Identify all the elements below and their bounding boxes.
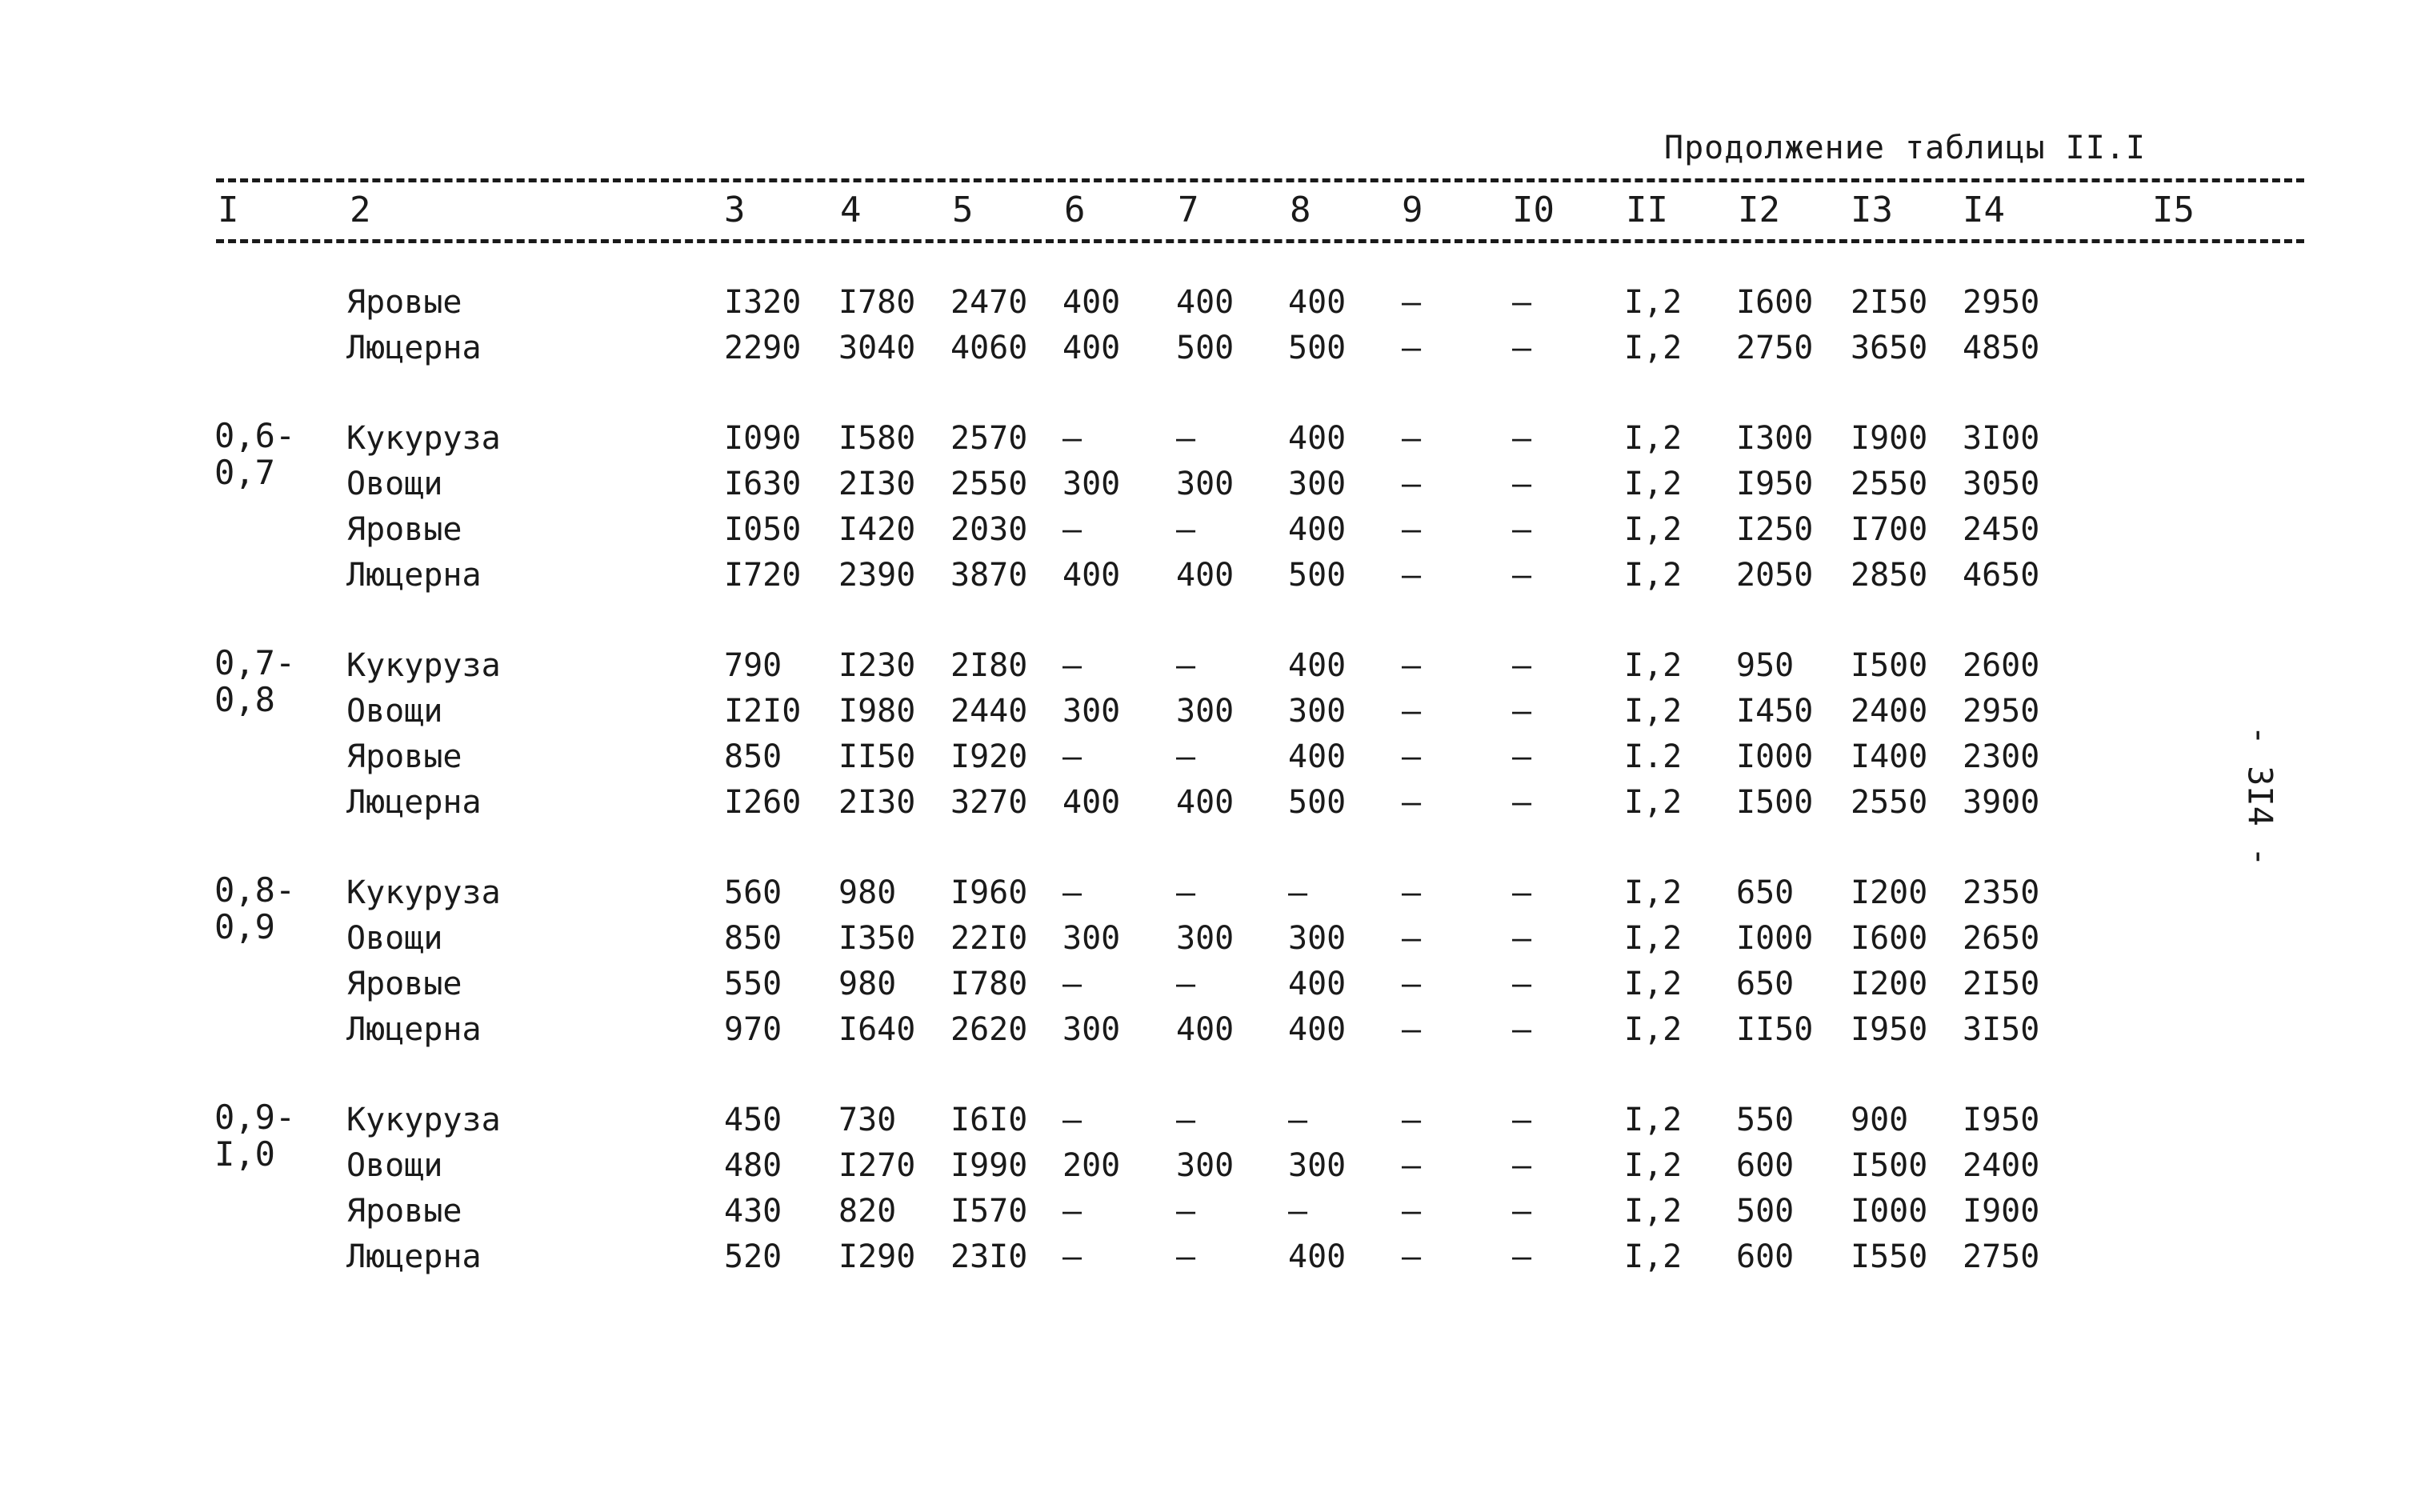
cell-col-6: –: [1062, 738, 1082, 775]
cell-col-3: I2I0: [724, 693, 802, 730]
cell-col-6: –: [1062, 966, 1082, 1002]
cell-col-10: –: [1512, 647, 1532, 684]
cell-col-3: 450: [724, 1102, 782, 1138]
cell-col-7: 300: [1176, 920, 1235, 957]
group-range-label: 0,8- 0,9: [214, 870, 296, 946]
cell-col-11: I,2: [1624, 511, 1683, 548]
cell-col-13: 3650: [1851, 330, 1928, 366]
crop-name: Люцерна: [346, 1238, 482, 1275]
cell-col-9: –: [1402, 1102, 1422, 1138]
cell-col-14: I900: [1963, 1193, 2040, 1230]
cell-col-6: 300: [1062, 693, 1121, 730]
cell-col-11: I,2: [1624, 920, 1683, 957]
cell-col-3: I050: [724, 511, 802, 548]
cell-col-11: I.2: [1624, 738, 1683, 775]
cell-col-10: –: [1512, 1193, 1532, 1230]
cell-col-14: 3900: [1963, 784, 2040, 821]
cell-col-8: 500: [1288, 784, 1347, 821]
cell-col-11: I,2: [1624, 1147, 1683, 1184]
cell-col-9: –: [1402, 1193, 1422, 1230]
cell-col-12: 600: [1736, 1147, 1795, 1184]
cell-col-10: –: [1512, 966, 1532, 1002]
cell-col-5: 3270: [950, 784, 1028, 821]
cell-col-10: –: [1512, 466, 1532, 502]
cell-col-10: –: [1512, 1011, 1532, 1048]
cell-col-11: I,2: [1624, 1193, 1683, 1230]
cell-col-12: I250: [1736, 511, 1814, 548]
header-col-6: 6: [1064, 190, 1086, 230]
cell-col-14: 4650: [1963, 557, 2040, 594]
crop-name: Овощи: [346, 920, 443, 957]
cell-col-8: 300: [1288, 1147, 1347, 1184]
cell-col-6: –: [1062, 874, 1082, 911]
cell-col-10: –: [1512, 284, 1532, 321]
cell-col-14: 2I50: [1963, 966, 2040, 1002]
cell-col-8: 500: [1288, 330, 1347, 366]
cell-col-7: –: [1176, 738, 1196, 775]
cell-col-11: I,2: [1624, 420, 1683, 457]
cell-col-5: 22I0: [950, 920, 1028, 957]
cell-col-4: I230: [838, 647, 916, 684]
cell-col-5: 3870: [950, 557, 1028, 594]
cell-col-13: 900: [1851, 1102, 1909, 1138]
cell-col-11: I,2: [1624, 693, 1683, 730]
page-number: - 3I4 -: [2240, 725, 2280, 867]
cell-col-14: 4850: [1963, 330, 2040, 366]
cell-col-14: 3I00: [1963, 420, 2040, 457]
cell-col-7: 300: [1176, 1147, 1235, 1184]
crop-name: Люцерна: [346, 557, 482, 594]
cell-col-9: –: [1402, 647, 1422, 684]
cell-col-3: 790: [724, 647, 782, 684]
cell-col-12: I500: [1736, 784, 1814, 821]
cell-col-4: I420: [838, 511, 916, 548]
cell-col-6: –: [1062, 647, 1082, 684]
cell-col-7: –: [1176, 647, 1196, 684]
cell-col-12: 500: [1736, 1193, 1795, 1230]
cell-col-5: 2I80: [950, 647, 1028, 684]
cell-col-3: 850: [724, 920, 782, 957]
cell-col-14: 2600: [1963, 647, 2040, 684]
header-col-3: 3: [724, 190, 746, 230]
header-col-8: 8: [1290, 190, 1311, 230]
cell-col-10: –: [1512, 330, 1532, 366]
cell-col-6: –: [1062, 511, 1082, 548]
cell-col-8: 400: [1288, 1238, 1347, 1275]
cell-col-12: 650: [1736, 874, 1795, 911]
cell-col-4: 3040: [838, 330, 916, 366]
cell-col-8: 300: [1288, 920, 1347, 957]
cell-col-13: 2I50: [1851, 284, 1928, 321]
cell-col-10: –: [1512, 874, 1532, 911]
cell-col-11: I,2: [1624, 1011, 1683, 1048]
header-col-11: II: [1626, 190, 1668, 230]
cell-col-3: 480: [724, 1147, 782, 1184]
cell-col-7: –: [1176, 1193, 1196, 1230]
cell-col-5: 2440: [950, 693, 1028, 730]
cell-col-4: 730: [838, 1102, 897, 1138]
cell-col-9: –: [1402, 420, 1422, 457]
header-col-14: I4: [1963, 190, 2005, 230]
cell-col-8: 400: [1288, 966, 1347, 1002]
cell-col-13: I400: [1851, 738, 1928, 775]
cell-col-12: I300: [1736, 420, 1814, 457]
cell-col-3: I260: [724, 784, 802, 821]
cell-col-3: 560: [724, 874, 782, 911]
cell-col-5: I6I0: [950, 1102, 1028, 1138]
cell-col-10: –: [1512, 511, 1532, 548]
cell-col-9: –: [1402, 693, 1422, 730]
cell-col-4: 980: [838, 966, 897, 1002]
cell-col-7: 300: [1176, 693, 1235, 730]
cell-col-5: 2620: [950, 1011, 1028, 1048]
cell-col-14: I950: [1963, 1102, 2040, 1138]
cell-col-9: –: [1402, 920, 1422, 957]
header-col-2: 2: [350, 190, 371, 230]
cell-col-9: –: [1402, 966, 1422, 1002]
cell-col-9: –: [1402, 738, 1422, 775]
cell-col-12: 950: [1736, 647, 1795, 684]
cell-col-3: I320: [724, 284, 802, 321]
header-col-15: I5: [2152, 190, 2195, 230]
cell-col-7: –: [1176, 1238, 1196, 1275]
cell-col-8: –: [1288, 1102, 1308, 1138]
cell-col-14: 3I50: [1963, 1011, 2040, 1048]
cell-col-6: 400: [1062, 784, 1121, 821]
cell-col-14: 2400: [1963, 1147, 2040, 1184]
cell-col-13: I500: [1851, 647, 1928, 684]
cell-col-11: I,2: [1624, 784, 1683, 821]
cell-col-9: –: [1402, 284, 1422, 321]
cell-col-11: I,2: [1624, 557, 1683, 594]
cell-col-5: I960: [950, 874, 1028, 911]
header-col-9: 9: [1402, 190, 1423, 230]
cell-col-7: 400: [1176, 1011, 1235, 1048]
cell-col-5: I920: [950, 738, 1028, 775]
cell-col-4: 820: [838, 1193, 897, 1230]
cell-col-4: I580: [838, 420, 916, 457]
cell-col-9: –: [1402, 784, 1422, 821]
cell-col-8: 400: [1288, 511, 1347, 548]
cell-col-12: I600: [1736, 284, 1814, 321]
cell-col-14: 2950: [1963, 693, 2040, 730]
cell-col-4: II50: [838, 738, 916, 775]
cell-col-6: 300: [1062, 1011, 1121, 1048]
cell-col-6: 400: [1062, 330, 1121, 366]
crop-name: Кукуруза: [346, 874, 501, 911]
cell-col-14: 2450: [1963, 511, 2040, 548]
group-range-label: 0,7- 0,8: [214, 643, 296, 719]
cell-col-13: 2400: [1851, 693, 1928, 730]
cell-col-6: –: [1062, 1238, 1082, 1275]
cell-col-6: 400: [1062, 284, 1121, 321]
cell-col-12: 2750: [1736, 330, 1814, 366]
cell-col-5: I990: [950, 1147, 1028, 1184]
cell-col-10: –: [1512, 1147, 1532, 1184]
cell-col-4: I640: [838, 1011, 916, 1048]
header-col-12: I2: [1738, 190, 1780, 230]
cell-col-14: 2750: [1963, 1238, 2040, 1275]
cell-col-5: 4060: [950, 330, 1028, 366]
header-bottom-rule: [216, 239, 2304, 243]
header-col-7: 7: [1178, 190, 1199, 230]
cell-col-4: 2I30: [838, 466, 916, 502]
cell-col-8: 400: [1288, 738, 1347, 775]
cell-col-12: I950: [1736, 466, 1814, 502]
cell-col-14: 3050: [1963, 466, 2040, 502]
crop-name: Люцерна: [346, 784, 482, 821]
cell-col-8: 300: [1288, 693, 1347, 730]
header-top-rule: [216, 178, 2304, 182]
cell-col-7: 500: [1176, 330, 1235, 366]
group-range-label: 0,6- 0,7: [214, 416, 296, 492]
cell-col-7: 400: [1176, 784, 1235, 821]
cell-col-5: I780: [950, 966, 1028, 1002]
cell-col-3: 550: [724, 966, 782, 1002]
cell-col-6: –: [1062, 1193, 1082, 1230]
cell-col-13: I500: [1851, 1147, 1928, 1184]
header-col-5: 5: [952, 190, 974, 230]
cell-col-11: I,2: [1624, 284, 1683, 321]
cell-col-13: 2850: [1851, 557, 1928, 594]
crop-name: Овощи: [346, 466, 443, 502]
cell-col-13: I900: [1851, 420, 1928, 457]
cell-col-13: I600: [1851, 920, 1928, 957]
cell-col-13: I200: [1851, 874, 1928, 911]
cell-col-13: I950: [1851, 1011, 1928, 1048]
table-caption: Продолжение таблицы II.I: [1664, 130, 2146, 166]
cell-col-4: 2390: [838, 557, 916, 594]
cell-col-7: –: [1176, 511, 1196, 548]
cell-col-9: –: [1402, 330, 1422, 366]
cell-col-5: 2470: [950, 284, 1028, 321]
cell-col-7: –: [1176, 420, 1196, 457]
cell-col-12: 2050: [1736, 557, 1814, 594]
cell-col-5: 23I0: [950, 1238, 1028, 1275]
crop-name: Яровые: [346, 284, 462, 321]
cell-col-3: 2290: [724, 330, 802, 366]
cell-col-12: 650: [1736, 966, 1795, 1002]
cell-col-8: 400: [1288, 1011, 1347, 1048]
cell-col-11: I,2: [1624, 1102, 1683, 1138]
cell-col-3: 970: [724, 1011, 782, 1048]
cell-col-8: –: [1288, 874, 1308, 911]
cell-col-9: –: [1402, 1238, 1422, 1275]
cell-col-8: –: [1288, 1193, 1308, 1230]
crop-name: Яровые: [346, 738, 462, 775]
cell-col-6: –: [1062, 1102, 1082, 1138]
cell-col-13: I550: [1851, 1238, 1928, 1275]
cell-col-14: 2950: [1963, 284, 2040, 321]
cell-col-4: I980: [838, 693, 916, 730]
header-col-4: 4: [840, 190, 862, 230]
cell-col-7: –: [1176, 1102, 1196, 1138]
cell-col-8: 400: [1288, 284, 1347, 321]
cell-col-12: 600: [1736, 1238, 1795, 1275]
cell-col-5: I570: [950, 1193, 1028, 1230]
cell-col-10: –: [1512, 738, 1532, 775]
cell-col-12: I450: [1736, 693, 1814, 730]
cell-col-12: I000: [1736, 738, 1814, 775]
crop-name: Люцерна: [346, 330, 482, 366]
cell-col-10: –: [1512, 1238, 1532, 1275]
cell-col-12: 550: [1736, 1102, 1795, 1138]
cell-col-5: 2030: [950, 511, 1028, 548]
cell-col-12: I000: [1736, 920, 1814, 957]
cell-col-13: I000: [1851, 1193, 1928, 1230]
cell-col-8: 300: [1288, 466, 1347, 502]
cell-col-4: I780: [838, 284, 916, 321]
cell-col-9: –: [1402, 1147, 1422, 1184]
cell-col-8: 400: [1288, 647, 1347, 684]
cell-col-4: 2I30: [838, 784, 916, 821]
cell-col-13: 2550: [1851, 466, 1928, 502]
cell-col-10: –: [1512, 557, 1532, 594]
cell-col-11: I,2: [1624, 647, 1683, 684]
crop-name: Яровые: [346, 511, 462, 548]
cell-col-10: –: [1512, 420, 1532, 457]
cell-col-9: –: [1402, 466, 1422, 502]
cell-col-6: 400: [1062, 557, 1121, 594]
cell-col-13: I700: [1851, 511, 1928, 548]
cell-col-9: –: [1402, 511, 1422, 548]
cell-col-3: I720: [724, 557, 802, 594]
cell-col-3: 520: [724, 1238, 782, 1275]
cell-col-7: –: [1176, 874, 1196, 911]
cell-col-3: 850: [724, 738, 782, 775]
cell-col-3: I090: [724, 420, 802, 457]
crop-name: Люцерна: [346, 1011, 482, 1048]
cell-col-7: 400: [1176, 284, 1235, 321]
cell-col-7: 300: [1176, 466, 1235, 502]
cell-col-14: 2350: [1963, 874, 2040, 911]
cell-col-11: I,2: [1624, 466, 1683, 502]
cell-col-7: –: [1176, 966, 1196, 1002]
cell-col-6: 200: [1062, 1147, 1121, 1184]
cell-col-8: 500: [1288, 557, 1347, 594]
cell-col-13: I200: [1851, 966, 1928, 1002]
crop-name: Кукуруза: [346, 1102, 501, 1138]
cell-col-3: 430: [724, 1193, 782, 1230]
header-col-13: I3: [1851, 190, 1893, 230]
cell-col-9: –: [1402, 874, 1422, 911]
crop-name: Кукуруза: [346, 420, 501, 457]
group-range-label: 0,9- I,0: [214, 1098, 296, 1174]
crop-name: Овощи: [346, 693, 443, 730]
header-col-1: I: [218, 190, 239, 230]
cell-col-11: I,2: [1624, 966, 1683, 1002]
cell-col-10: –: [1512, 784, 1532, 821]
cell-col-3: I630: [724, 466, 802, 502]
cell-col-6: 300: [1062, 466, 1121, 502]
cell-col-10: –: [1512, 1102, 1532, 1138]
cell-col-7: 400: [1176, 557, 1235, 594]
cell-col-14: 2650: [1963, 920, 2040, 957]
cell-col-4: I270: [838, 1147, 916, 1184]
cell-col-4: 980: [838, 874, 897, 911]
cell-col-4: I350: [838, 920, 916, 957]
cell-col-6: –: [1062, 420, 1082, 457]
cell-col-11: I,2: [1624, 330, 1683, 366]
cell-col-11: I,2: [1624, 874, 1683, 911]
cell-col-11: I,2: [1624, 1238, 1683, 1275]
crop-name: Овощи: [346, 1147, 443, 1184]
crop-name: Яровые: [346, 1193, 462, 1230]
cell-col-5: 2550: [950, 466, 1028, 502]
cell-col-5: 2570: [950, 420, 1028, 457]
header-col-10: I0: [1512, 190, 1555, 230]
cell-col-9: –: [1402, 1011, 1422, 1048]
cell-col-8: 400: [1288, 420, 1347, 457]
cell-col-9: –: [1402, 557, 1422, 594]
cell-col-10: –: [1512, 920, 1532, 957]
crop-name: Кукуруза: [346, 647, 501, 684]
cell-col-14: 2300: [1963, 738, 2040, 775]
cell-col-6: 300: [1062, 920, 1121, 957]
cell-col-12: II50: [1736, 1011, 1814, 1048]
cell-col-4: I290: [838, 1238, 916, 1275]
cell-col-10: –: [1512, 693, 1532, 730]
crop-name: Яровые: [346, 966, 462, 1002]
cell-col-13: 2550: [1851, 784, 1928, 821]
